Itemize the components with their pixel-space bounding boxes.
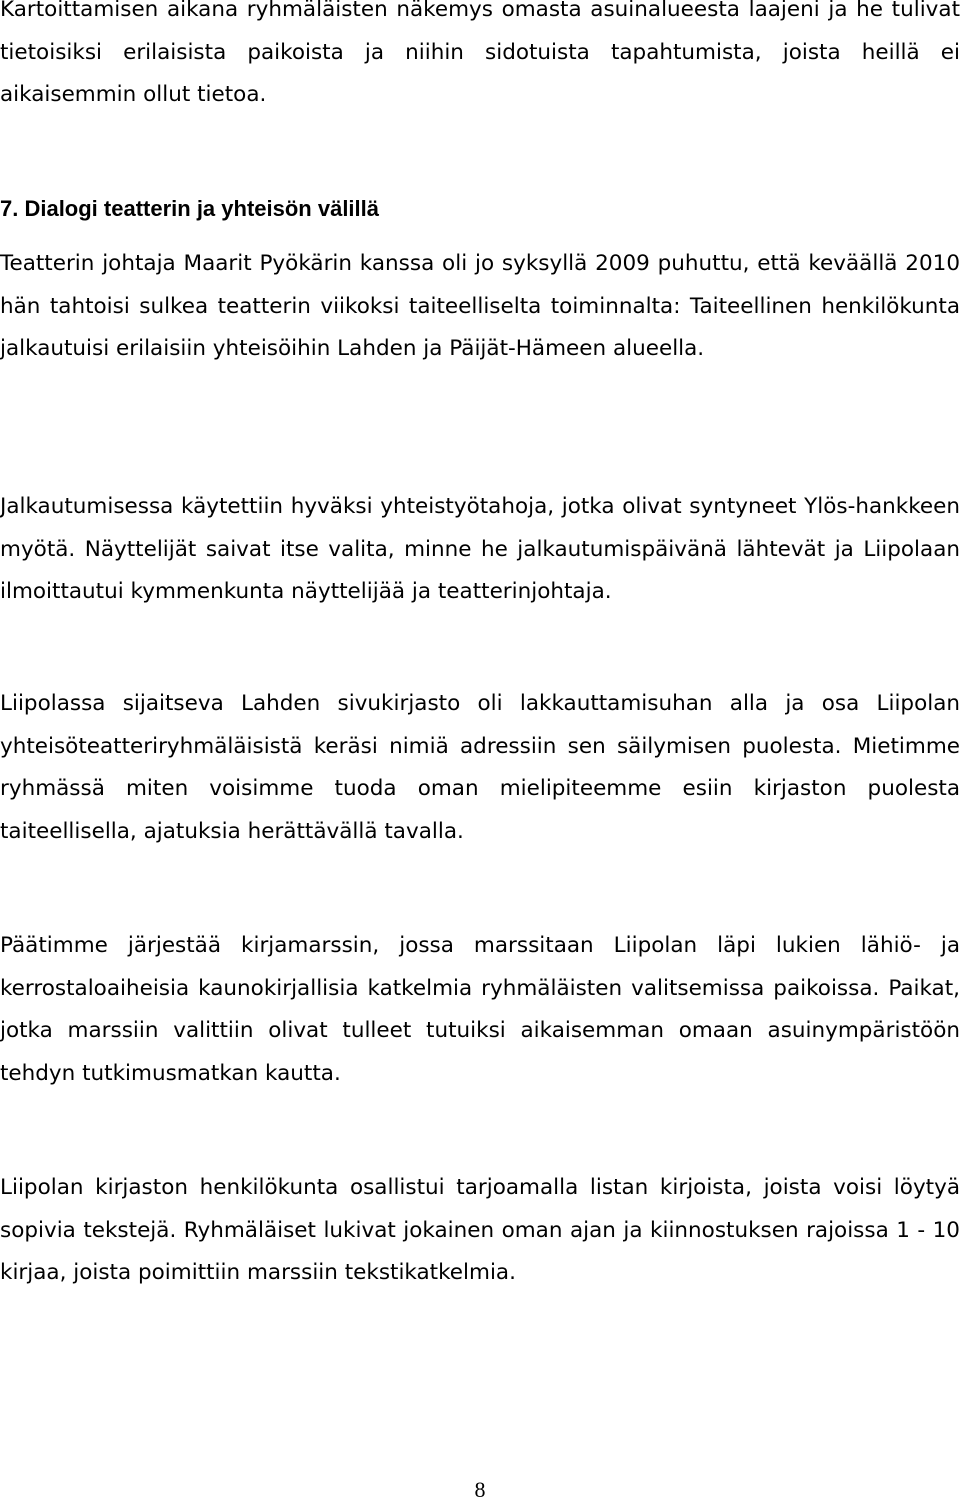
section-heading: 7. Dialogi teatterin ja yhteisön välillä (0, 196, 380, 221)
intro-paragraph: Kartoittamisen aikana ryhmäläisten näkemys omasta asuinalueesta laajeni ja he tulivat tietoisiksi erilaisista paikoista ja niihin sidotuista tapahtumista, joista heillä ei aikaisemmin ollut tietoa. (0, 0, 960, 108)
section-paragraph-3: Liipolassa sijaitseva Lahden sivukirjasto oli lakkauttamisuhan alla ja osa Liipolan yhteisöteatteriryhmäläisistä keräsi nimiä adressiin sen säilymisen puolesta. Mietimme ryhmässä miten voisimme tuoda oman mielipiteemme esiin kirjaston puolesta taiteellisella, ajatuksia herättävällä tavalla. (0, 691, 960, 845)
page-number: 8 (474, 1477, 486, 1502)
section-paragraph-5: Liipolan kirjaston henkilökunta osallistui tarjoamalla listan kirjoista, joista voisi löytyä sopivia tekstejä. Ryhmäläiset lukivat jokainen oman ajan ja kiinnostuksen rajoissa 1 - 10 kirjaa, joista poimittiin marssiin tekstikatkelmia. (0, 1175, 960, 1286)
section-paragraph-2: Jalkautumisessa käytettiin hyväksi yhteistyötahoja, jotka olivat syntyneet Ylös-hankkeen myötä. Näyttelijät saivat itse valita, minne he jalkautumispäivänä lähtevät ja Liipolaan ilmoittautui kymmenkunta näyttelijää ja teatterinjohtaja. (0, 494, 960, 605)
section-paragraph-1: Teatterin johtaja Maarit Pyökärin kanssa oli jo syksyllä 2009 puhuttu, että keväällä 2010 hän tahtoisi sulkea teatterin viikoksi taiteelliselta toiminnalta: Taiteellinen henkilökunta jalkautuisi erilaisiin yhteisöihin Lahden ja Päijät-Hämeen alueella. (0, 251, 960, 362)
section-paragraph-4: Päätimme järjestää kirjamarssin, jossa marssitaan Liipolan läpi lukien lähiö- ja kerrostaloaiheisia kaunokirjallisia katkelmia ryhmäläisten valitsemissa paikoissa. Paikat, jotka marssiin valittiin olivat tulleet tutuiksi aikaisemman omaan asuinympäristöön tehdyn tutkimusmatkan kautta. (0, 933, 960, 1087)
